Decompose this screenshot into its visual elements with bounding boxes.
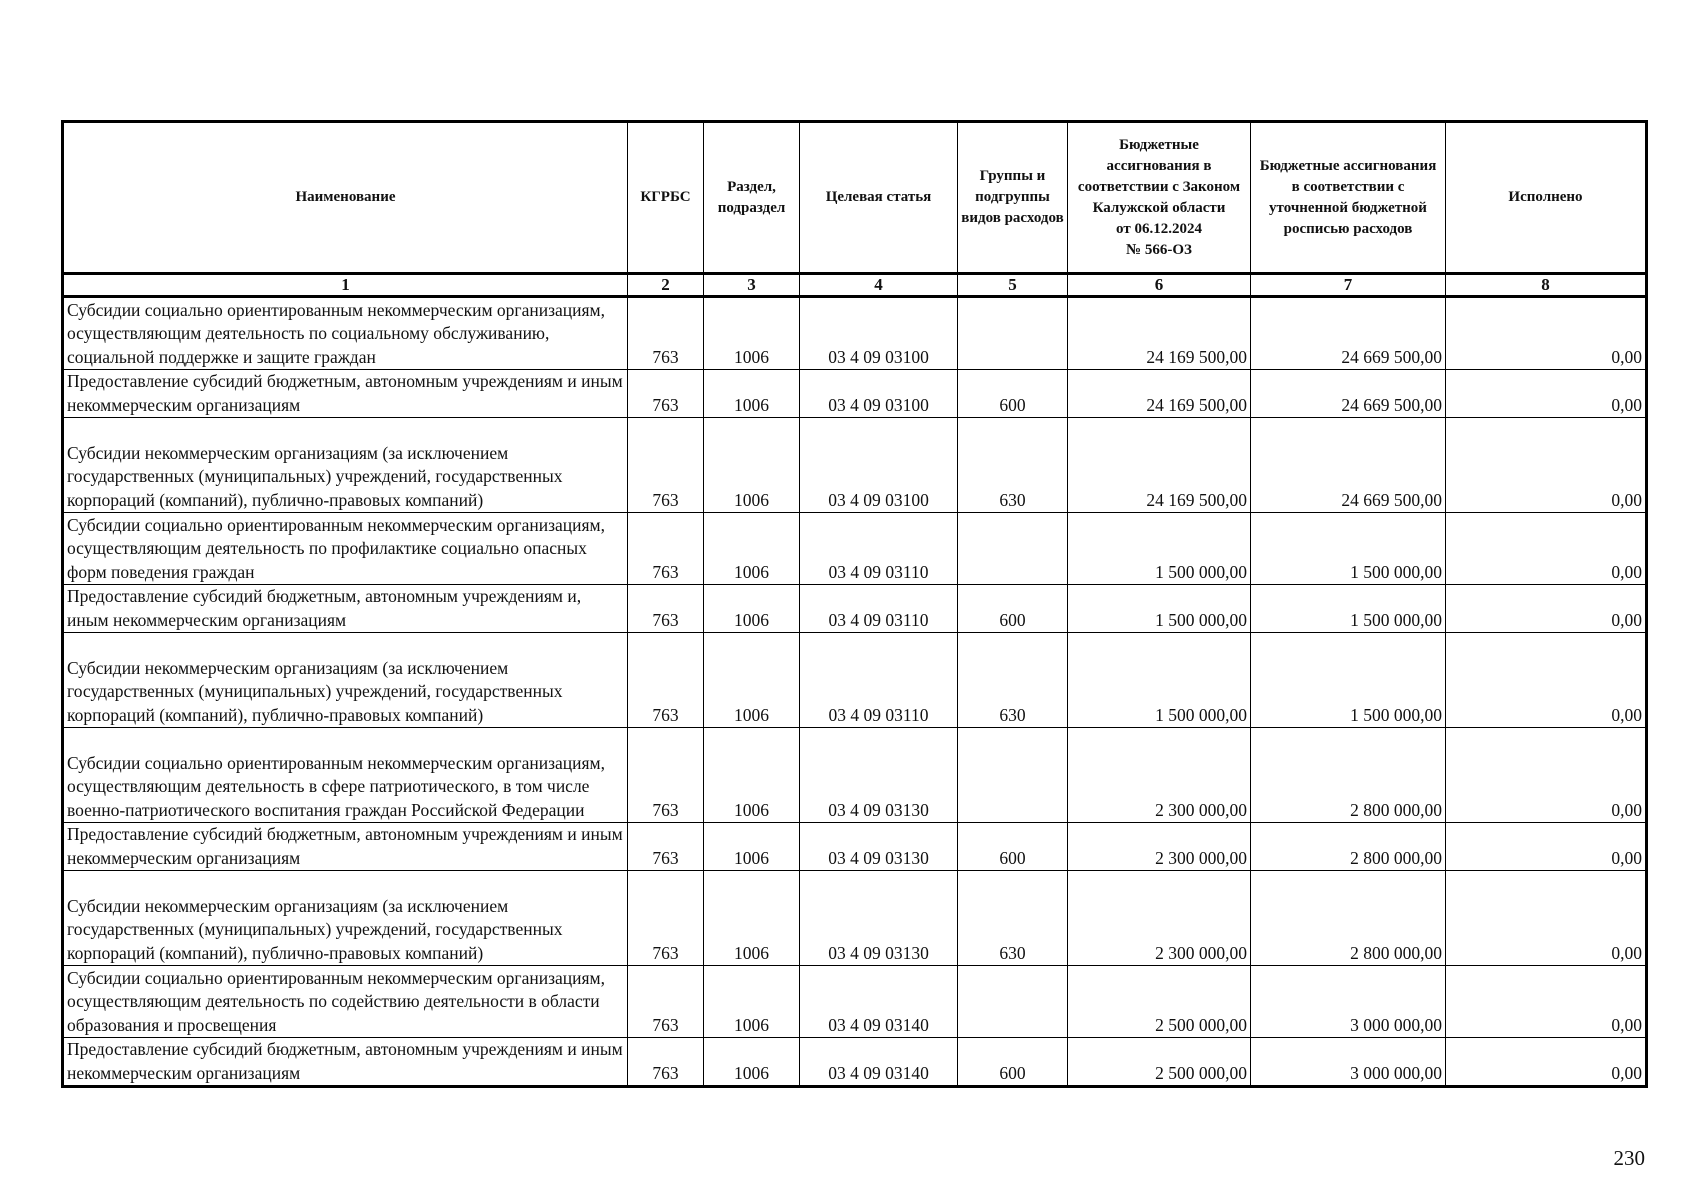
column-number-row (63, 274, 1647, 297)
row-target: 03 4 09 03140 (800, 966, 958, 1038)
row-law-amount: 1 500 000,00 (1068, 633, 1251, 728)
row-refined-amount: 24 669 500,00 (1251, 418, 1446, 513)
header-law-line1: Бюджетные ассигнования в соответствии с Законом Калужской области (1077, 136, 1241, 216)
row-name: Предоставление субсидий бюджетным, автономным учреждениям и, иным некоммерческим организациям (63, 585, 628, 633)
header-target: Целевая статья (800, 122, 958, 274)
row-section: 1006 (704, 871, 800, 966)
row-kgrbs: 763 (628, 418, 704, 513)
row-target: 03 4 09 03130 (800, 823, 958, 871)
row-name: Субсидии социально ориентированным некоммерческим организациям, осуществляющим деятельность в сфере патриотического, в том числе военно-патриотического воспитания граждан Российской Федерации (63, 728, 628, 823)
row-target: 03 4 09 03140 (800, 1038, 958, 1087)
row-kgrbs: 763 (628, 728, 704, 823)
column-number: 1 (63, 274, 628, 297)
row-kgrbs: 763 (628, 585, 704, 633)
column-number: 6 (1068, 274, 1251, 297)
row-executed-amount: 0,00 (1446, 966, 1647, 1038)
header-executed: Исполнено (1446, 122, 1647, 274)
table-row (63, 966, 1647, 1038)
table-row (63, 513, 1647, 585)
header-refined-allocations: Бюджетные ассигнования в соответствии с уточненной бюджетной росписью расходов (1251, 122, 1446, 274)
table-row (63, 418, 1647, 513)
row-name: Субсидии социально ориентированным некоммерческим организациям, осуществляющим деятельность по профилактике социально опасных форм поведения граждан (63, 513, 628, 585)
column-number: 5 (958, 274, 1068, 297)
row-kgrbs: 763 (628, 966, 704, 1038)
column-number: 8 (1446, 274, 1647, 297)
row-executed-amount: 0,00 (1446, 513, 1647, 585)
row-name: Предоставление субсидий бюджетным, автономным учреждениям и иным некоммерческим организациям (63, 370, 628, 418)
row-section: 1006 (704, 418, 800, 513)
row-executed-amount: 0,00 (1446, 297, 1647, 370)
header-law-line3: № 566-ОЗ (1126, 241, 1192, 258)
row-target: 03 4 09 03110 (800, 513, 958, 585)
row-section: 1006 (704, 370, 800, 418)
row-section: 1006 (704, 1038, 800, 1087)
table-row (63, 370, 1647, 418)
row-section: 1006 (704, 297, 800, 370)
row-group: 600 (958, 823, 1068, 871)
row-name: Субсидии социально ориентированным некоммерческим организациям, осуществляющим деятельность по содействию деятельности в области образования и просвещения (63, 966, 628, 1038)
row-refined-amount: 24 669 500,00 (1251, 297, 1446, 370)
header-kgrbs: КГРБС (628, 122, 704, 274)
row-kgrbs: 763 (628, 370, 704, 418)
table-header-row (63, 122, 1647, 274)
row-kgrbs: 763 (628, 513, 704, 585)
row-executed-amount: 0,00 (1446, 585, 1647, 633)
row-kgrbs: 763 (628, 1038, 704, 1087)
row-executed-amount: 0,00 (1446, 728, 1647, 823)
row-section: 1006 (704, 728, 800, 823)
row-group (958, 728, 1068, 823)
row-law-amount: 2 300 000,00 (1068, 871, 1251, 966)
row-target: 03 4 09 03100 (800, 297, 958, 370)
table-row (63, 297, 1647, 370)
row-group (958, 297, 1068, 370)
row-refined-amount: 1 500 000,00 (1251, 585, 1446, 633)
row-refined-amount: 1 500 000,00 (1251, 513, 1446, 585)
row-refined-amount: 24 669 500,00 (1251, 370, 1446, 418)
page-number: 230 (1613, 1146, 1645, 1170)
row-name: Субсидии некоммерческим организациям (за исключением государственных (муниципальных) учреждений, государственных корпораций (компаний), публично-правовых компаний) (63, 633, 628, 728)
row-section: 1006 (704, 966, 800, 1038)
row-kgrbs: 763 (628, 633, 704, 728)
row-name: Субсидии некоммерческим организациям (за исключением государственных (муниципальных) учреждений, государственных корпораций (компаний), публично-правовых компаний) (63, 871, 628, 966)
table-row (63, 823, 1647, 871)
row-target: 03 4 09 03130 (800, 871, 958, 966)
row-section: 1006 (704, 633, 800, 728)
row-group: 630 (958, 633, 1068, 728)
row-section: 1006 (704, 823, 800, 871)
row-name: Предоставление субсидий бюджетным, автономным учреждениям и иным некоммерческим организациям (63, 823, 628, 871)
header-section: Раздел, подраздел (704, 122, 800, 274)
header-name: Наименование (63, 122, 628, 274)
row-executed-amount: 0,00 (1446, 370, 1647, 418)
row-executed-amount: 0,00 (1446, 1038, 1647, 1087)
header-law-allocations (1068, 122, 1251, 274)
row-name: Предоставление субсидий бюджетным, автономным учреждениям и иным некоммерческим организациям (63, 1038, 628, 1087)
row-target: 03 4 09 03100 (800, 418, 958, 513)
row-executed-amount: 0,00 (1446, 633, 1647, 728)
row-kgrbs: 763 (628, 297, 704, 370)
row-law-amount: 1 500 000,00 (1068, 585, 1251, 633)
row-name: Субсидии социально ориентированным некоммерческим организациям, осуществляющим деятельность по социальному обслуживанию, социальной поддержке и защите граждан (63, 297, 628, 370)
table-row (63, 585, 1647, 633)
column-number: 4 (800, 274, 958, 297)
header-law-line2: от 06.12.2024 (1116, 220, 1202, 237)
row-target: 03 4 09 03130 (800, 728, 958, 823)
row-section: 1006 (704, 585, 800, 633)
document-sheet (61, 120, 1645, 1088)
table-row (63, 633, 1647, 728)
row-kgrbs: 763 (628, 871, 704, 966)
column-number: 2 (628, 274, 704, 297)
row-group: 630 (958, 418, 1068, 513)
budget-table (61, 120, 1648, 1088)
row-name: Субсидии некоммерческим организациям (за исключением государственных (муниципальных) учреждений, государственных корпораций (компаний), публично-правовых компаний) (63, 418, 628, 513)
row-refined-amount: 3 000 000,00 (1251, 1038, 1446, 1087)
row-law-amount: 24 169 500,00 (1068, 418, 1251, 513)
row-executed-amount: 0,00 (1446, 418, 1647, 513)
row-executed-amount: 0,00 (1446, 871, 1647, 966)
row-group (958, 513, 1068, 585)
row-target: 03 4 09 03110 (800, 585, 958, 633)
row-executed-amount: 0,00 (1446, 823, 1647, 871)
row-group: 630 (958, 871, 1068, 966)
row-law-amount: 2 500 000,00 (1068, 1038, 1251, 1087)
row-group: 600 (958, 370, 1068, 418)
table-row (63, 871, 1647, 966)
table-row (63, 1038, 1647, 1087)
row-target: 03 4 09 03110 (800, 633, 958, 728)
row-refined-amount: 2 800 000,00 (1251, 871, 1446, 966)
row-refined-amount: 2 800 000,00 (1251, 823, 1446, 871)
row-law-amount: 1 500 000,00 (1068, 513, 1251, 585)
row-group: 600 (958, 1038, 1068, 1087)
row-group (958, 966, 1068, 1038)
row-kgrbs: 763 (628, 823, 704, 871)
row-group: 600 (958, 585, 1068, 633)
row-law-amount: 2 300 000,00 (1068, 823, 1251, 871)
column-number: 7 (1251, 274, 1446, 297)
row-law-amount: 2 500 000,00 (1068, 966, 1251, 1038)
row-refined-amount: 2 800 000,00 (1251, 728, 1446, 823)
row-refined-amount: 3 000 000,00 (1251, 966, 1446, 1038)
row-law-amount: 24 169 500,00 (1068, 297, 1251, 370)
row-law-amount: 24 169 500,00 (1068, 370, 1251, 418)
column-number: 3 (704, 274, 800, 297)
row-section: 1006 (704, 513, 800, 585)
row-law-amount: 2 300 000,00 (1068, 728, 1251, 823)
table-row (63, 728, 1647, 823)
header-groups: Группы и подгруппы видов расходов (958, 122, 1068, 274)
row-target: 03 4 09 03100 (800, 370, 958, 418)
row-refined-amount: 1 500 000,00 (1251, 633, 1446, 728)
